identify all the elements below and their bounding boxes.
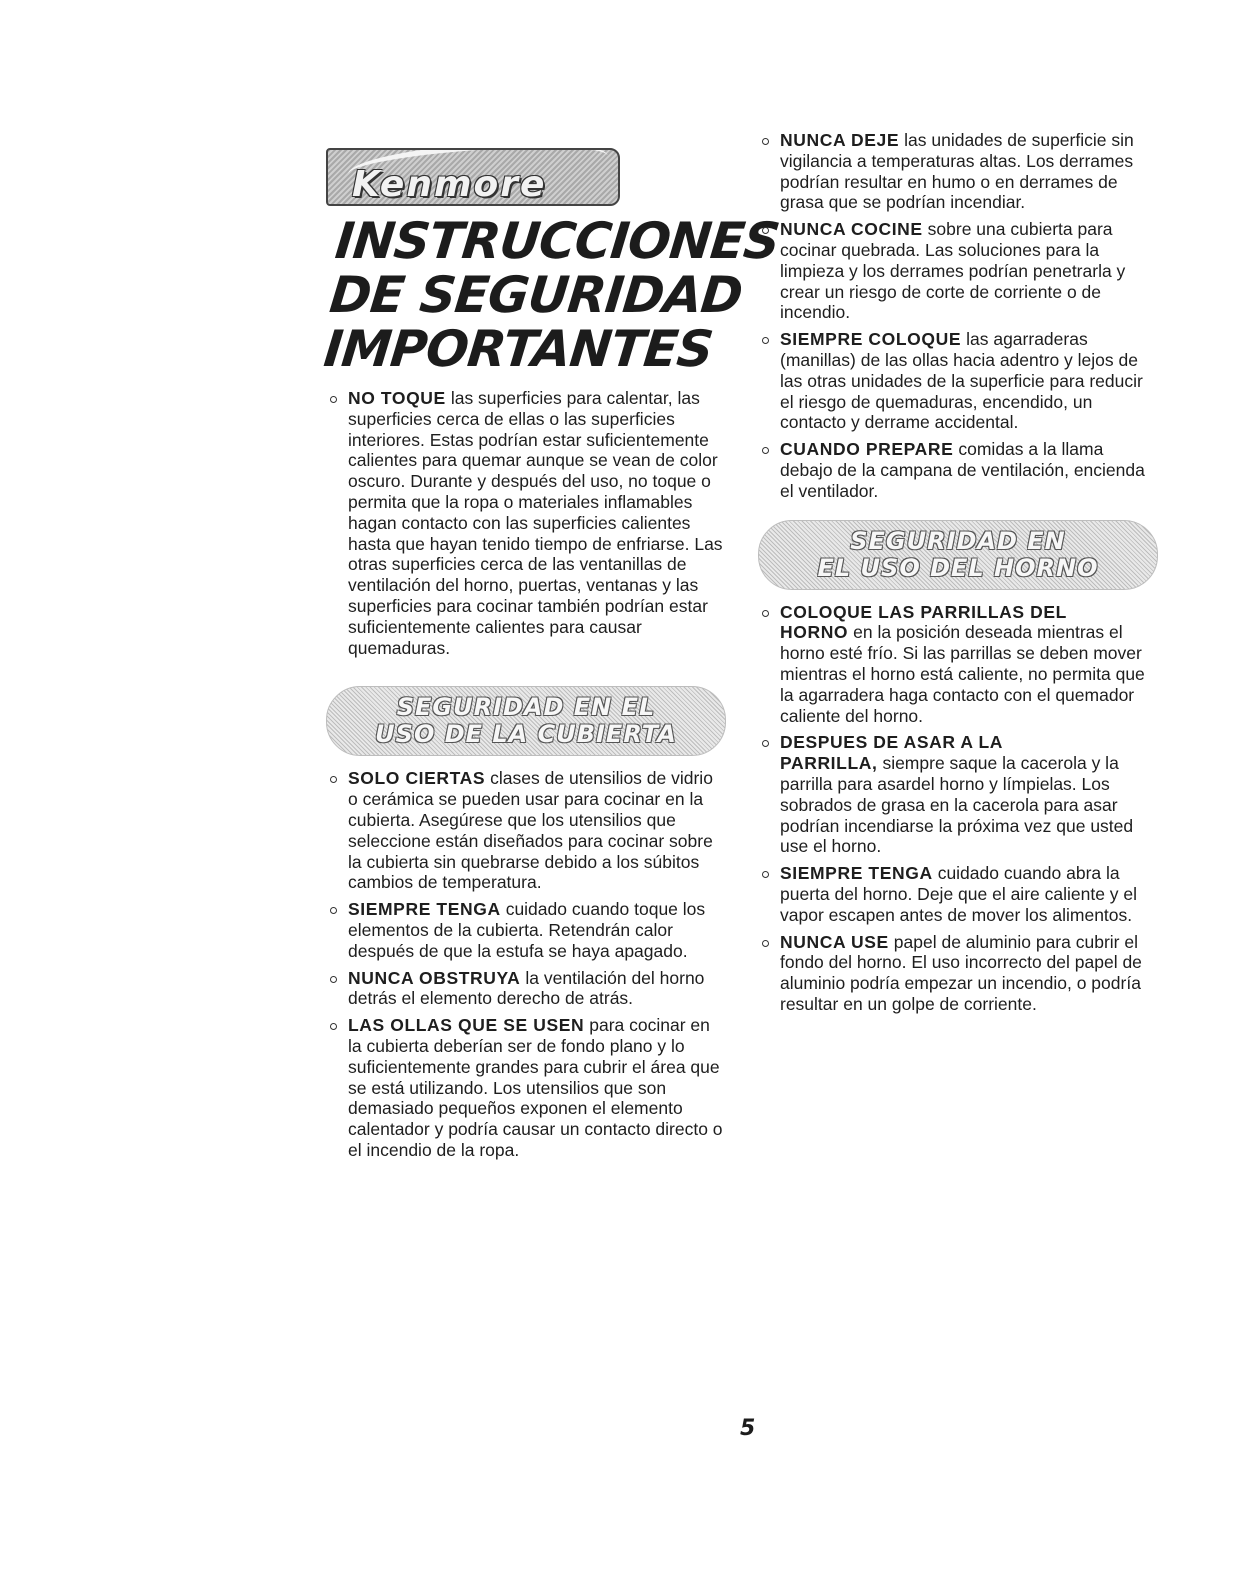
item-keyword: DESPUES DE ASAR A LA PARRILLA, [780, 732, 1003, 774]
item-text: comidas a la llama debajo de la campana de ventilación, encienda el ventilador. [780, 439, 1145, 501]
item-text: clases de utensilios de vidrio o cerámica se pueden usar para cocinar en la cubierta. Asegúrese que los utensilios que seleccione están diseñados para cocinar sobre la cubierta sin quebrarse debido a los súbitos cambios de temperatura. [348, 768, 713, 893]
item-keyword: SIEMPRE COLOQUE [780, 329, 962, 350]
item-text: cuidado cuando toque los elementos de la cubierta. Retendrán calor después de que la estufa se haya apagado. [348, 899, 706, 961]
item-text: las superficies para calentar, las superficies cerca de ellas o las superficies interiores. Estas podrían estar suficientemente calientes para quemar aunque se vean de color oscuro. Durante y después del uso, no toque o permita que la ropa o materiales inflamables hagan contacto con las superficies calientes hasta que hayan tenido tiempo de enfriarse. Las otras superficies cerca de las ventanillas de ventilación del horno, puertas, ventanas y las superficies para cocinar también podrían estar suficientemente calientes para causar quemaduras. [348, 388, 723, 658]
item-keyword: SIEMPRE TENGA [780, 863, 933, 884]
item-text: para cocinar en la cubierta deberían ser de fondo plano y lo suficientemente grandes para cubrir el área que se está utilizando. Los utensilios que son demasiado pequeños exponen el elemento calentador y podría causar un contacto directo o el incendio de la ropa. [348, 1015, 723, 1160]
item-keyword: NUNCA COCINE [780, 219, 923, 240]
list-item [758, 732, 1158, 857]
right-column [758, 130, 1158, 1021]
banner-line-1: SEGURIDAD EN EL [396, 693, 656, 722]
list-item [326, 1015, 726, 1161]
logo-text: Kenmore [352, 164, 547, 205]
item-text: las agarraderas (manillas) de las ollas hacia adentro y lejos de las otras unidades de la superficie para reducir el riesgo de quemaduras, encendido, un contacto y derrame accidental. [780, 329, 1143, 433]
item-keyword: SOLO CIERTAS [348, 768, 486, 789]
page-number: 5 [740, 1416, 756, 1441]
banner-line-2: EL USO DEL HORNO [817, 553, 1099, 582]
list-item [758, 329, 1158, 433]
cooktop-safety-banner [326, 686, 726, 756]
item-text: papel de aluminio para cubrir el fondo del horno. El uso incorrecto del papel de aluminio podría empezar un incendio, o podría resultar en un golpe de corriente. [780, 931, 1142, 1014]
item-text: en la posición deseada mientras el horno esté frío. Si las parrillas se deben mover mientras el horno está caliente, no permita que la agarradera haga contacto con el quemador caliente del horno. [780, 622, 1145, 726]
cooktop-list [326, 768, 726, 1160]
surface-list [758, 130, 1158, 502]
list-item [758, 439, 1158, 501]
item-keyword: NUNCA OBSTRUYA [348, 967, 521, 988]
list-item [758, 932, 1158, 1015]
list-item [758, 130, 1158, 213]
list-item [758, 219, 1158, 323]
banner-line-1: SEGURIDAD EN [850, 526, 1066, 555]
list-item [326, 768, 726, 893]
item-keyword: SIEMPRE TENGA [348, 899, 501, 920]
title-line-2: DE SEGURIDAD [326, 266, 745, 324]
oven-list [758, 602, 1158, 1015]
oven-safety-banner [758, 520, 1158, 590]
item-text: siempre saque la cacerola y la parrilla para asardel horno y límpielas. Los sobrados de grasa en la cacerola para asar podrían incendiarse la próxima vez que usted use el horno. [780, 753, 1134, 857]
item-keyword: LAS OLLAS QUE SE USEN [348, 1015, 585, 1036]
item-keyword: CUANDO PREPARE [780, 439, 954, 460]
list-item [326, 899, 726, 961]
list-item [758, 602, 1158, 727]
list-item [326, 388, 726, 658]
item-text: cuidado cuando abra la puerta del horno. Deje que el aire caliente y el vapor escapen antes de mover los alimentos. [780, 863, 1138, 925]
left-column [321, 130, 782, 1167]
item-keyword: NUNCA USE [780, 931, 889, 952]
title-line-1: INSTRUCCIONES [332, 212, 782, 270]
banner-line-2: USO DE LA CUBIERTA [375, 720, 677, 749]
intro-list [326, 388, 726, 658]
kenmore-logo [326, 142, 622, 206]
item-keyword: NO TOQUE [348, 388, 446, 408]
logo-badge [326, 148, 620, 206]
list-item [326, 968, 726, 1010]
item-text: las unidades de superficie sin vigilancia a temperaturas altas. Los derrames podrían resultar en humo o en derrames de grasa que se podrían incendiar. [780, 130, 1134, 213]
item-keyword: NUNCA DEJE [780, 130, 900, 150]
item-text: sobre una cubierta para cocinar quebrada. Las soluciones para la limpieza y los derrames podrían penetrarla y crear un riesgo de corte de corriente o de incendio. [780, 219, 1126, 323]
page-title [321, 212, 782, 378]
item-keyword: COLOQUE LAS PARRILLAS DEL HORNO [780, 601, 1067, 643]
list-item [758, 863, 1158, 925]
item-text: la ventilación del horno detrás el elemento derecho de atrás. [348, 967, 705, 1009]
title-line-3: IMPORTANTES [321, 320, 716, 378]
